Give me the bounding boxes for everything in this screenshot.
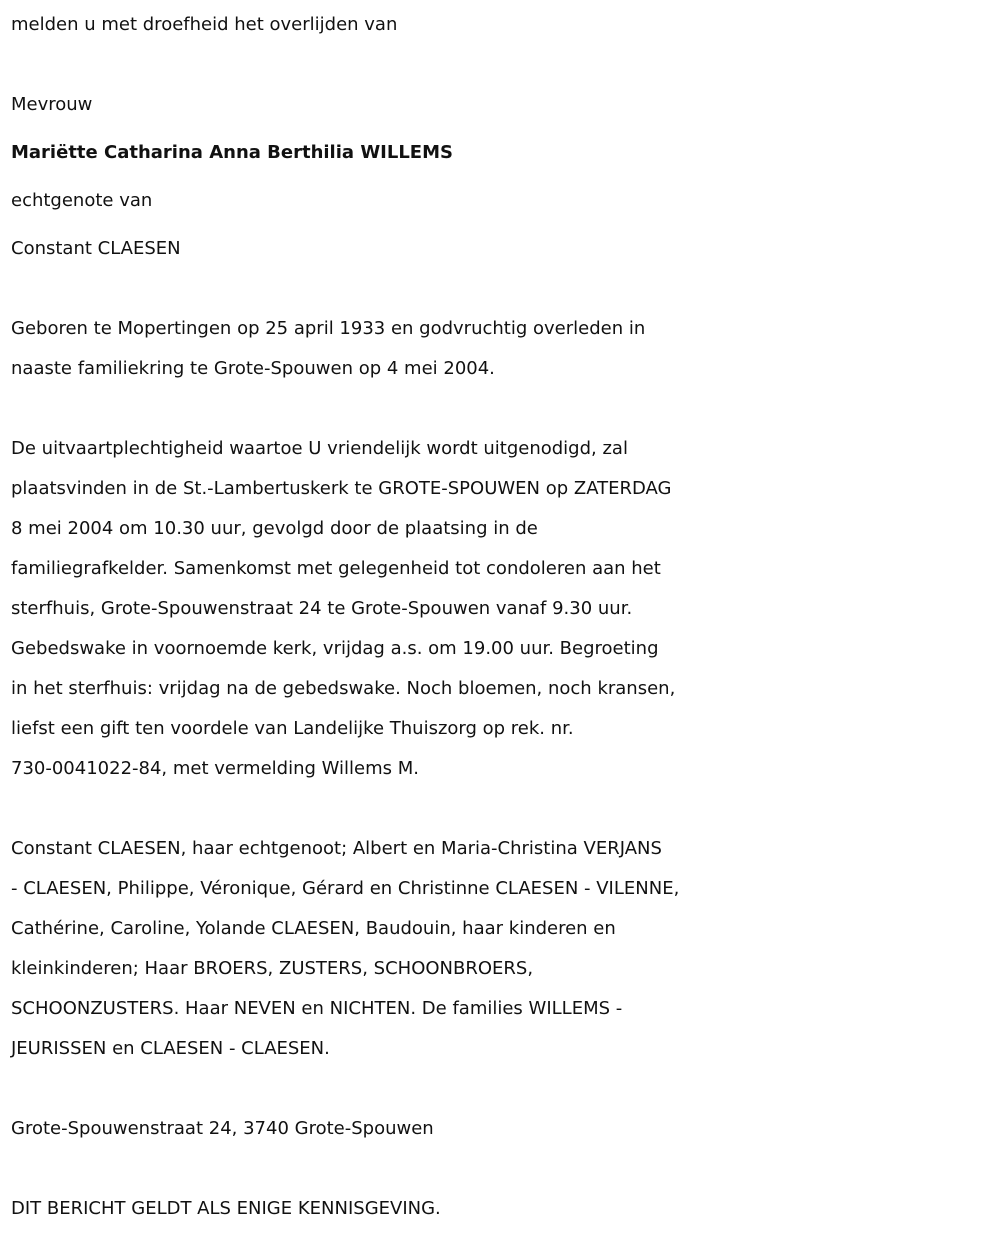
paragraph-line: in het sterfhuis: vrijdag na de gebedswake. Noch bloemen, noch kransen, <box>11 678 676 699</box>
deceased-name: Mariëtte Catharina Anna Berthilia WILLEMS <box>11 142 453 163</box>
spacer <box>11 789 991 829</box>
spacer <box>11 173 991 181</box>
paragraph-line: De uitvaartplechtigheid waartoe U vriendelijk wordt uitgenodigd, zal <box>11 438 628 459</box>
address-line: Grote-Spouwenstraat 24, 3740 Grote-Spouwen <box>11 1118 434 1139</box>
paragraph-line: naaste familiekring te Grote-Spouwen op 4 mei 2004. <box>11 358 495 379</box>
birth-paragraph <box>11 309 991 389</box>
spouse-name: Constant CLAESEN <box>11 238 181 259</box>
honorific-title: Mevrouw <box>11 94 93 115</box>
paragraph-line: Gebedswake in voornoemde kerk, vrijdag a.s. om 19.00 uur. Begroeting <box>11 638 659 659</box>
paragraph-line: familiegrafkelder. Samenkomst met gelegenheid tot condoleren aan het <box>11 558 661 579</box>
paragraph-line: Constant CLAESEN, haar echtgenoot; Albert en Maria-Christina VERJANS <box>11 838 662 859</box>
spacer <box>11 269 991 309</box>
paragraph-line: 8 mei 2004 om 10.30 uur, gevolgd door de plaatsing in de <box>11 518 538 539</box>
paragraph-line: - CLAESEN, Philippe, Véronique, Gérard en Christinne CLAESEN - VILENNE, <box>11 878 680 899</box>
ceremony-paragraph <box>11 429 991 789</box>
paragraph-line: Cathérine, Caroline, Yolande CLAESEN, Baudouin, haar kinderen en <box>11 918 616 939</box>
paragraph-line: plaatsvinden in de St.-Lambertuskerk te GROTE-SPOUWEN op ZATERDAG <box>11 478 672 499</box>
paragraph-line: 730-0041022-84, met vermelding Willems M. <box>11 758 420 779</box>
spacer <box>11 45 991 85</box>
spacer <box>11 1069 991 1109</box>
paragraph-line: kleinkinderen; Haar BROERS, ZUSTERS, SCHOONBROERS, <box>11 958 534 979</box>
death-notice-document <box>11 5 991 1229</box>
spacer <box>11 389 991 429</box>
family-paragraph <box>11 829 991 1069</box>
paragraph-line: Geboren te Mopertingen op 25 april 1933 en godvruchtig overleden in <box>11 318 646 339</box>
spacer <box>11 125 991 133</box>
spacer <box>11 1149 991 1189</box>
intro-text: melden u met droefheid het overlijden van <box>11 14 398 35</box>
paragraph-line: SCHOONZUSTERS. Haar NEVEN en NICHTEN. De families WILLEMS - <box>11 998 623 1019</box>
spacer <box>11 221 991 229</box>
relation-text: echtgenote van <box>11 190 153 211</box>
paragraph-line: sterfhuis, Grote-Spouwenstraat 24 te Grote-Spouwen vanaf 9.30 uur. <box>11 598 633 619</box>
paragraph-line: JEURISSEN en CLAESEN - CLAESEN. <box>11 1038 330 1059</box>
paragraph-line: liefst een gift ten voordele van Landelijke Thuiszorg op rek. nr. <box>11 718 574 739</box>
closing-statement: DIT BERICHT GELDT ALS ENIGE KENNISGEVING. <box>11 1198 441 1219</box>
